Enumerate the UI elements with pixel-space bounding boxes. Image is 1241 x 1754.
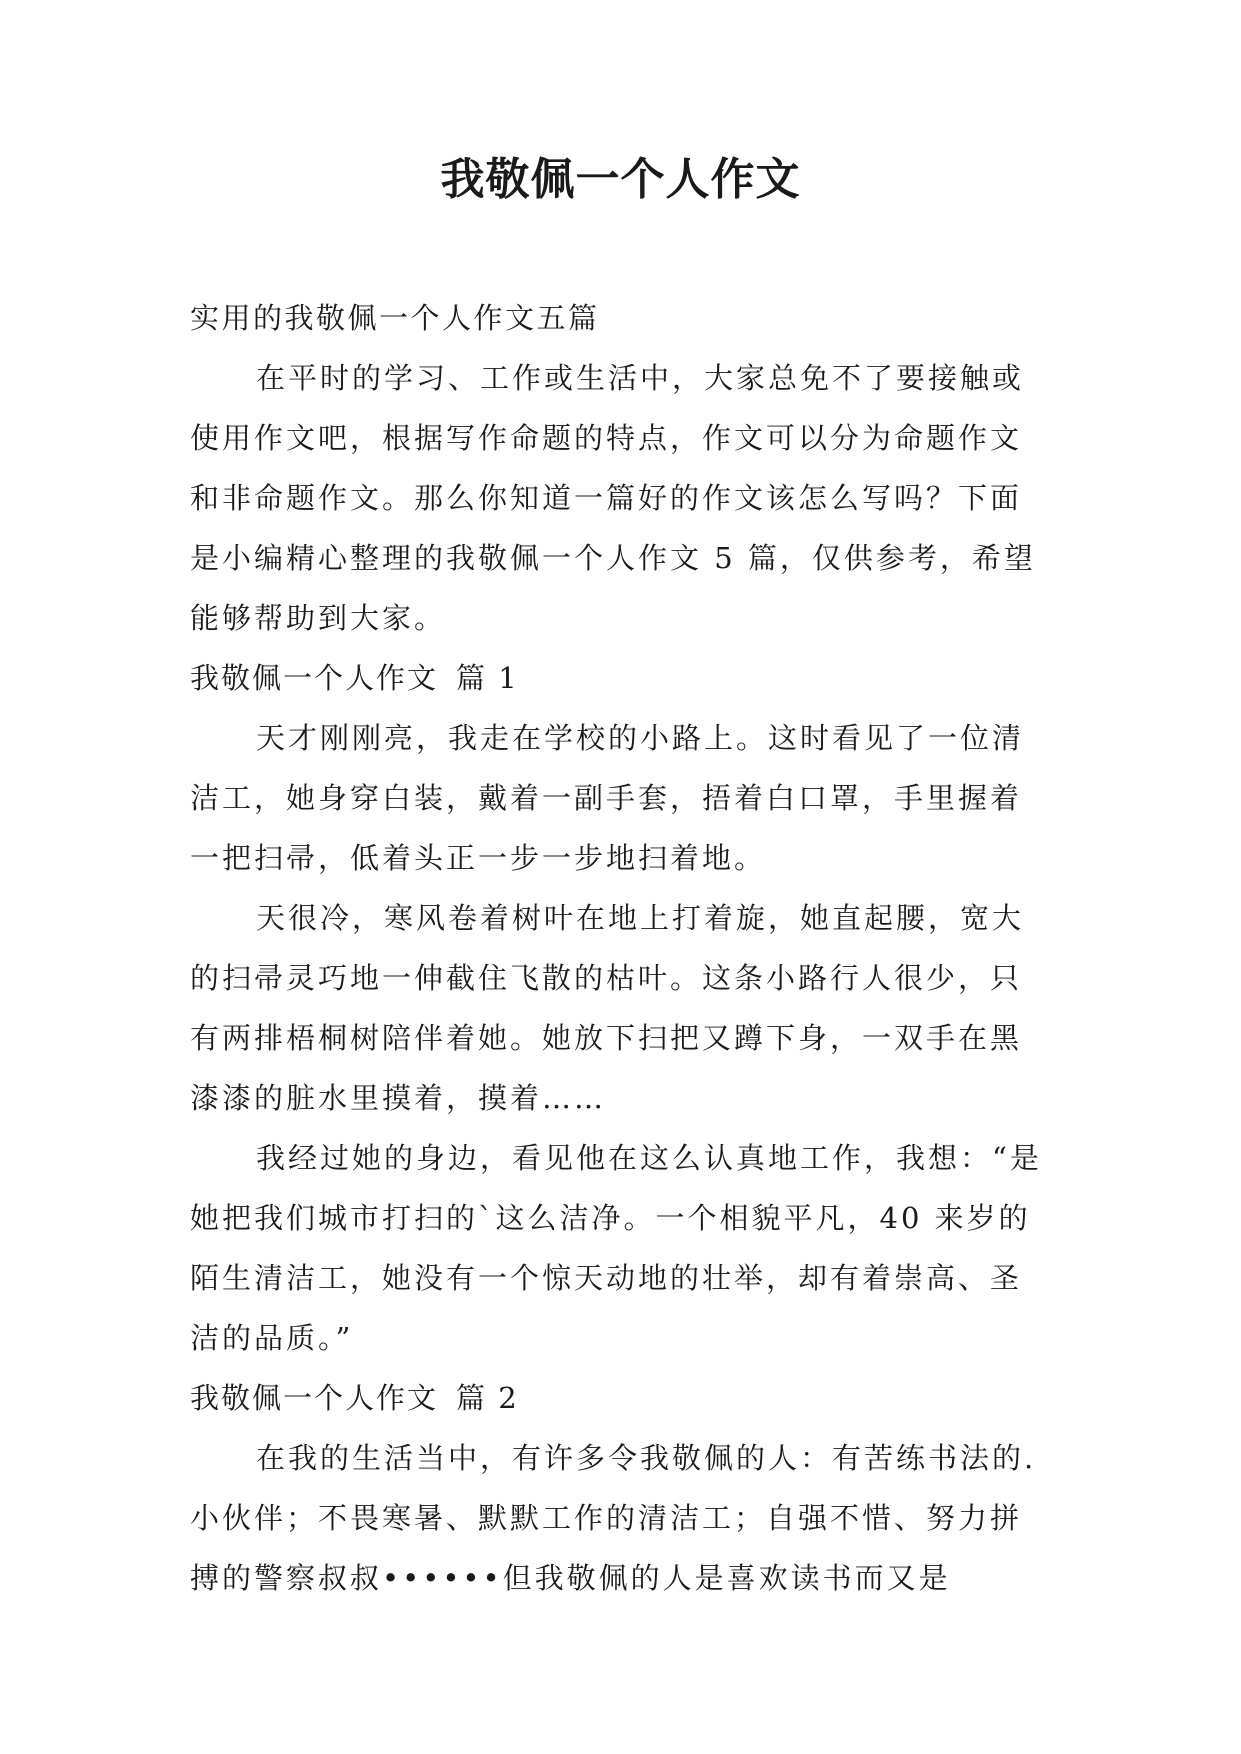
- text-line: 小伙伴；不畏寒暑、默默工作的清洁工；自强不惜、努力拼: [190, 1501, 1023, 1535]
- text-line: 和非命题作文。那么你知道一篇好的作文该怎么写吗？下面: [190, 481, 1023, 515]
- text-line: 的扫帚灵巧地一伸截住飞散的枯叶。这条小路行人很少，只: [190, 961, 1023, 995]
- intro-paragraph: [190, 348, 1050, 648]
- text-line: 有两排梧桐树陪伴着她。她放下扫把又蹲下身，一双手在黑: [190, 1021, 1023, 1055]
- document-title: 我敬佩一个人作文: [440, 154, 801, 205]
- text-line: 漆漆的脏水里摸着，摸着……: [190, 1081, 607, 1115]
- essay-heading-2: [190, 1368, 1050, 1428]
- text-line: 她把我们城市打扫的`这么洁净。一个相貌平凡，40 来岁的: [190, 1201, 1031, 1235]
- text-line: 天才刚刚亮，我走在学校的小路上。这时看见了一位清: [256, 721, 1025, 755]
- essay-1-paragraph-1: [190, 708, 1050, 888]
- text-line: 使用作文吧，根据写作命题的特点，作文可以分为命题作文: [190, 421, 1023, 455]
- document-body: [190, 288, 1050, 1608]
- essay-1-paragraph-2: [190, 888, 1050, 1128]
- text-line: 洁工，她身穿白装，戴着一副手套，捂着白口罩，手里握着: [190, 781, 1023, 815]
- text-line: 在平时的学习、工作或生活中，大家总免不了要接触或: [256, 361, 1025, 395]
- essay-heading-title: 我敬佩一个人作文: [190, 1381, 439, 1415]
- text-line: 能够帮助到大家。: [190, 601, 447, 635]
- essay-heading-number: 篇 1: [456, 661, 519, 695]
- text-line: 洁的品质。”: [190, 1321, 354, 1355]
- text-line: 陌生清洁工，她没有一个惊天动地的壮举，却有着崇高、圣: [190, 1261, 1023, 1295]
- essay-heading-1: [190, 648, 1050, 708]
- text-line: 在我的生活当中，有许多令我敬佩的人：有苦练书法的.: [256, 1441, 1037, 1475]
- text-line: 是小编精心整理的我敬佩一个人作文 5 篇，仅供参考，希望: [190, 541, 1036, 575]
- text-line: 搏的警察叔叔••••••但我敬佩的人是喜欢读书而又是: [190, 1561, 951, 1595]
- essay-2-paragraph-1: [190, 1428, 1050, 1608]
- text-line: 我经过她的身边，看见他在这么认真地工作，我想：“是: [256, 1141, 1042, 1175]
- document-subtitle: 实用的我敬佩一个人作文五篇: [190, 301, 600, 335]
- essay-1-paragraph-3: [190, 1128, 1050, 1368]
- text-line: 一把扫帚，低着头正一步一步地扫着地。: [190, 841, 767, 875]
- essay-heading-number: 篇 2: [456, 1381, 519, 1415]
- essay-heading-title: 我敬佩一个人作文: [190, 661, 439, 695]
- text-line: 天很冷，寒风卷着树叶在地上打着旋，她直起腰，宽大: [256, 901, 1025, 935]
